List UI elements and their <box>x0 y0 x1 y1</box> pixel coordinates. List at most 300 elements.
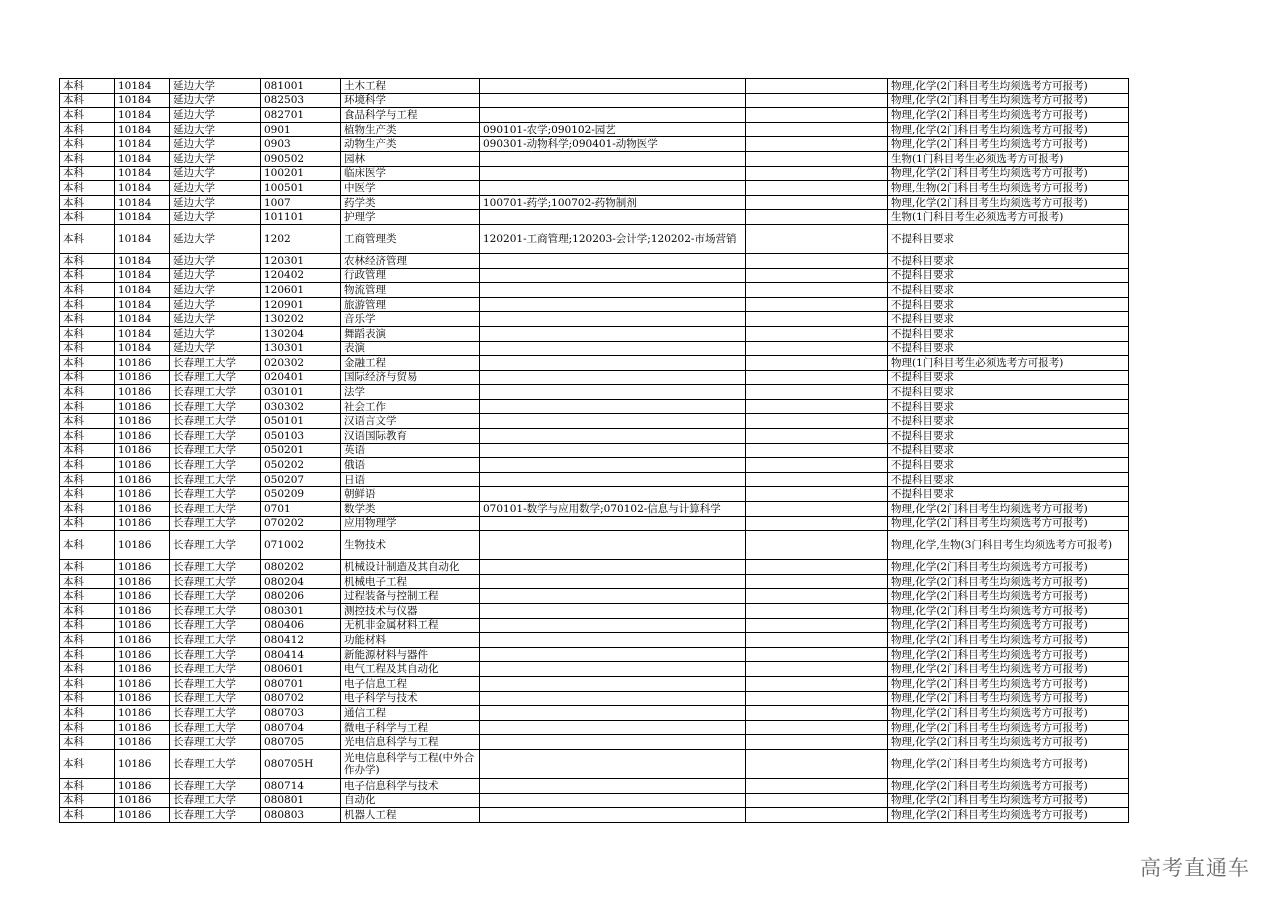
cell-level: 本科 <box>60 604 115 619</box>
cell-level: 本科 <box>60 166 115 181</box>
cell-school-code: 10186 <box>115 399 170 414</box>
cell-remarks <box>746 268 888 283</box>
cell-subject-requirement: 物理,化学(2门科目考生均须选考方可报考) <box>888 720 1129 735</box>
cell-remarks <box>746 589 888 604</box>
table-row <box>60 793 1129 808</box>
table-row <box>60 720 1129 735</box>
cell-school-code: 10184 <box>115 137 170 152</box>
cell-major-name: 护理学 <box>341 210 480 225</box>
cell-subject-requirement: 物理,化学(2门科目考生均须选考方可报考) <box>888 633 1129 648</box>
cell-subject-requirement: 物理,化学(2门科目考生均须选考方可报考) <box>888 166 1129 181</box>
cell-included-majors <box>480 574 746 589</box>
cell-major-name: 动物生产类 <box>341 137 480 152</box>
cell-subject-requirement: 不提科目要求 <box>888 268 1129 283</box>
cell-level: 本科 <box>60 253 115 268</box>
table-row <box>60 516 1129 531</box>
cell-level: 本科 <box>60 735 115 750</box>
cell-school-name: 延边大学 <box>170 210 261 225</box>
cell-level: 本科 <box>60 618 115 633</box>
cell-remarks <box>746 326 888 341</box>
cell-school-name: 延边大学 <box>170 79 261 94</box>
cell-major-code: 050201 <box>261 443 341 458</box>
cell-level: 本科 <box>60 633 115 648</box>
cell-major-code: 050209 <box>261 487 341 502</box>
cell-included-majors <box>480 458 746 473</box>
cell-major-name: 功能材料 <box>341 633 480 648</box>
table-row <box>60 312 1129 327</box>
cell-level: 本科 <box>60 429 115 444</box>
cell-major-name: 测控技术与仪器 <box>341 604 480 619</box>
cell-major-code: 080702 <box>261 691 341 706</box>
cell-remarks <box>746 472 888 487</box>
cell-major-name: 国际经济与贸易 <box>341 370 480 385</box>
cell-major-name: 环境科学 <box>341 93 480 108</box>
cell-subject-requirement: 不提科目要求 <box>888 341 1129 356</box>
cell-school-code: 10186 <box>115 574 170 589</box>
table-row <box>60 749 1129 778</box>
cell-included-majors <box>480 604 746 619</box>
cell-remarks <box>746 122 888 137</box>
cell-level: 本科 <box>60 502 115 517</box>
cell-school-name: 延边大学 <box>170 108 261 123</box>
cell-level: 本科 <box>60 487 115 502</box>
cell-included-majors <box>480 283 746 298</box>
cell-remarks <box>746 370 888 385</box>
cell-included-majors <box>480 414 746 429</box>
cell-level: 本科 <box>60 93 115 108</box>
table-row <box>60 297 1129 312</box>
cell-major-name: 植物生产类 <box>341 122 480 137</box>
cell-school-name: 长春理工大学 <box>170 560 261 575</box>
cell-major-code: 050207 <box>261 472 341 487</box>
cell-remarks <box>746 808 888 823</box>
cell-major-code: 030302 <box>261 399 341 414</box>
cell-included-majors <box>480 487 746 502</box>
cell-included-majors <box>480 808 746 823</box>
cell-school-name: 长春理工大学 <box>170 618 261 633</box>
cell-school-code: 10186 <box>115 808 170 823</box>
cell-school-code: 10184 <box>115 151 170 166</box>
cell-subject-requirement: 不提科目要求 <box>888 443 1129 458</box>
cell-included-majors <box>480 356 746 371</box>
cell-level: 本科 <box>60 676 115 691</box>
cell-school-name: 长春理工大学 <box>170 749 261 778</box>
cell-level: 本科 <box>60 224 115 253</box>
cell-school-code: 10184 <box>115 108 170 123</box>
cell-school-name: 延边大学 <box>170 137 261 152</box>
table-row <box>60 560 1129 575</box>
cell-school-code: 10186 <box>115 618 170 633</box>
cell-school-code: 10186 <box>115 691 170 706</box>
cell-school-name: 延边大学 <box>170 312 261 327</box>
cell-major-code: 100201 <box>261 166 341 181</box>
table-row <box>60 443 1129 458</box>
cell-level: 本科 <box>60 195 115 210</box>
cell-major-code: 071002 <box>261 531 341 560</box>
cell-included-majors <box>480 253 746 268</box>
cell-school-name: 延边大学 <box>170 326 261 341</box>
cell-major-name: 旅游管理 <box>341 297 480 312</box>
cell-remarks <box>746 108 888 123</box>
cell-remarks <box>746 399 888 414</box>
cell-major-code: 050101 <box>261 414 341 429</box>
cell-school-code: 10186 <box>115 647 170 662</box>
table-row <box>60 253 1129 268</box>
table-row <box>60 326 1129 341</box>
cell-school-code: 10184 <box>115 181 170 196</box>
cell-remarks <box>746 749 888 778</box>
cell-school-name: 延边大学 <box>170 283 261 298</box>
cell-school-name: 延边大学 <box>170 224 261 253</box>
cell-level: 本科 <box>60 312 115 327</box>
cell-included-majors <box>480 370 746 385</box>
cell-remarks <box>746 487 888 502</box>
cell-included-majors <box>480 385 746 400</box>
cell-included-majors <box>480 166 746 181</box>
cell-level: 本科 <box>60 326 115 341</box>
cell-major-code: 130202 <box>261 312 341 327</box>
cell-major-code: 081001 <box>261 79 341 94</box>
cell-subject-requirement: 物理,化学(2门科目考生均须选考方可报考) <box>888 676 1129 691</box>
table-row <box>60 414 1129 429</box>
cell-subject-requirement: 物理(1门科目考生必须选考方可报考) <box>888 356 1129 371</box>
cell-remarks <box>746 210 888 225</box>
cell-major-code: 0901 <box>261 122 341 137</box>
table-row <box>60 778 1129 793</box>
cell-school-name: 长春理工大学 <box>170 589 261 604</box>
cell-level: 本科 <box>60 210 115 225</box>
table-row <box>60 502 1129 517</box>
cell-major-code: 080601 <box>261 662 341 677</box>
cell-school-name: 长春理工大学 <box>170 414 261 429</box>
cell-school-code: 10186 <box>115 487 170 502</box>
cell-level: 本科 <box>60 122 115 137</box>
cell-subject-requirement: 不提科目要求 <box>888 414 1129 429</box>
cell-major-code: 082701 <box>261 108 341 123</box>
cell-major-name: 汉语言文学 <box>341 414 480 429</box>
cell-remarks <box>746 166 888 181</box>
cell-level: 本科 <box>60 370 115 385</box>
cell-school-code: 10184 <box>115 224 170 253</box>
cell-remarks <box>746 429 888 444</box>
cell-major-name: 药学类 <box>341 195 480 210</box>
cell-major-name: 通信工程 <box>341 706 480 721</box>
cell-major-code: 020302 <box>261 356 341 371</box>
cell-included-majors <box>480 268 746 283</box>
cell-major-name: 金融工程 <box>341 356 480 371</box>
cell-subject-requirement: 不提科目要求 <box>888 399 1129 414</box>
cell-remarks <box>746 604 888 619</box>
cell-school-code: 10186 <box>115 662 170 677</box>
cell-included-majors <box>480 429 746 444</box>
cell-remarks <box>746 502 888 517</box>
cell-major-name: 电气工程及其自动化 <box>341 662 480 677</box>
cell-subject-requirement: 物理,化学(2门科目考生均须选考方可报考) <box>888 93 1129 108</box>
table-row <box>60 808 1129 823</box>
cell-major-code: 020401 <box>261 370 341 385</box>
cell-major-code: 120301 <box>261 253 341 268</box>
cell-subject-requirement: 不提科目要求 <box>888 429 1129 444</box>
cell-level: 本科 <box>60 443 115 458</box>
cell-subject-requirement: 不提科目要求 <box>888 253 1129 268</box>
cell-level: 本科 <box>60 385 115 400</box>
cell-subject-requirement: 不提科目要求 <box>888 487 1129 502</box>
cell-subject-requirement: 物理,生物(2门科目考生均须选考方可报考) <box>888 181 1129 196</box>
cell-subject-requirement: 不提科目要求 <box>888 370 1129 385</box>
cell-subject-requirement: 物理,化学(2门科目考生均须选考方可报考) <box>888 122 1129 137</box>
cell-major-name: 食品科学与工程 <box>341 108 480 123</box>
cell-included-majors <box>480 735 746 750</box>
cell-school-name: 延边大学 <box>170 253 261 268</box>
cell-school-name: 长春理工大学 <box>170 706 261 721</box>
cell-included-majors <box>480 662 746 677</box>
cell-school-code: 10186 <box>115 516 170 531</box>
cell-included-majors <box>480 210 746 225</box>
cell-major-name: 朝鲜语 <box>341 487 480 502</box>
cell-school-code: 10186 <box>115 706 170 721</box>
cell-subject-requirement: 物理,化学(2门科目考生均须选考方可报考) <box>888 195 1129 210</box>
cell-remarks <box>746 706 888 721</box>
table-row <box>60 662 1129 677</box>
cell-school-code: 10184 <box>115 268 170 283</box>
table-row <box>60 122 1129 137</box>
cell-included-majors <box>480 793 746 808</box>
cell-remarks <box>746 531 888 560</box>
cell-level: 本科 <box>60 79 115 94</box>
cell-remarks <box>746 647 888 662</box>
cell-school-code: 10186 <box>115 429 170 444</box>
cell-included-majors <box>480 443 746 458</box>
cell-subject-requirement: 物理,化学(2门科目考生均须选考方可报考) <box>888 79 1129 94</box>
cell-subject-requirement: 物理,化学(2门科目考生均须选考方可报考) <box>888 691 1129 706</box>
cell-school-name: 长春理工大学 <box>170 370 261 385</box>
cell-major-name: 园林 <box>341 151 480 166</box>
cell-school-name: 长春理工大学 <box>170 502 261 517</box>
cell-level: 本科 <box>60 574 115 589</box>
table-row <box>60 472 1129 487</box>
cell-major-code: 070202 <box>261 516 341 531</box>
cell-subject-requirement: 物理,化学,生物(3门科目考生均须选考方可报考) <box>888 531 1129 560</box>
table-row <box>60 283 1129 298</box>
cell-school-name: 长春理工大学 <box>170 720 261 735</box>
cell-remarks <box>746 79 888 94</box>
cell-school-name: 长春理工大学 <box>170 676 261 691</box>
cell-major-code: 080414 <box>261 647 341 662</box>
cell-included-majors <box>480 516 746 531</box>
table-row <box>60 93 1129 108</box>
cell-school-code: 10186 <box>115 370 170 385</box>
cell-school-name: 长春理工大学 <box>170 472 261 487</box>
cell-major-name: 光电信息科学与工程 <box>341 735 480 750</box>
cell-subject-requirement: 不提科目要求 <box>888 326 1129 341</box>
cell-major-code: 080202 <box>261 560 341 575</box>
cell-school-code: 10186 <box>115 720 170 735</box>
cell-school-code: 10184 <box>115 122 170 137</box>
cell-school-name: 延边大学 <box>170 122 261 137</box>
cell-subject-requirement: 物理,化学(2门科目考生均须选考方可报考) <box>888 604 1129 619</box>
cell-school-name: 长春理工大学 <box>170 662 261 677</box>
cell-subject-requirement: 不提科目要求 <box>888 472 1129 487</box>
cell-included-majors <box>480 108 746 123</box>
cell-subject-requirement: 物理,化学(2门科目考生均须选考方可报考) <box>888 516 1129 531</box>
cell-school-name: 长春理工大学 <box>170 808 261 823</box>
cell-school-code: 10186 <box>115 633 170 648</box>
cell-major-code: 090502 <box>261 151 341 166</box>
table-row <box>60 79 1129 94</box>
cell-level: 本科 <box>60 458 115 473</box>
cell-remarks <box>746 793 888 808</box>
cell-major-name: 过程装备与控制工程 <box>341 589 480 604</box>
cell-subject-requirement: 物理,化学(2门科目考生均须选考方可报考) <box>888 618 1129 633</box>
cell-school-name: 长春理工大学 <box>170 531 261 560</box>
cell-school-code: 10186 <box>115 472 170 487</box>
cell-school-name: 长春理工大学 <box>170 516 261 531</box>
cell-school-code: 10184 <box>115 166 170 181</box>
cell-included-majors <box>480 79 746 94</box>
cell-included-majors: 120201-工商管理;120203-会计学;120202-市场营销 <box>480 224 746 253</box>
cell-major-code: 1202 <box>261 224 341 253</box>
table-row <box>60 574 1129 589</box>
cell-subject-requirement: 物理,化学(2门科目考生均须选考方可报考) <box>888 662 1129 677</box>
cell-included-majors: 070101-数学与应用数学;070102-信息与计算科学 <box>480 502 746 517</box>
cell-included-majors <box>480 326 746 341</box>
cell-remarks <box>746 516 888 531</box>
cell-remarks <box>746 574 888 589</box>
cell-subject-requirement: 物理,化学(2门科目考生均须选考方可报考) <box>888 749 1129 778</box>
cell-major-name: 机械设计制造及其自动化 <box>341 560 480 575</box>
cell-remarks <box>746 676 888 691</box>
cell-school-code: 10186 <box>115 589 170 604</box>
cell-major-code: 120601 <box>261 283 341 298</box>
cell-major-code: 080704 <box>261 720 341 735</box>
cell-school-code: 10184 <box>115 79 170 94</box>
admission-requirements-table <box>59 78 1129 823</box>
cell-major-name: 自动化 <box>341 793 480 808</box>
cell-school-code: 10186 <box>115 414 170 429</box>
cell-school-code: 10186 <box>115 443 170 458</box>
table-row <box>60 210 1129 225</box>
cell-included-majors <box>480 399 746 414</box>
cell-remarks <box>746 151 888 166</box>
cell-school-code: 10186 <box>115 676 170 691</box>
cell-level: 本科 <box>60 706 115 721</box>
cell-included-majors <box>480 560 746 575</box>
cell-major-code: 080406 <box>261 618 341 633</box>
table-row <box>60 399 1129 414</box>
table-row <box>60 385 1129 400</box>
cell-included-majors: 100701-药学;100702-药物制剂 <box>480 195 746 210</box>
cell-level: 本科 <box>60 137 115 152</box>
cell-subject-requirement: 物理,化学(2门科目考生均须选考方可报考) <box>888 647 1129 662</box>
cell-remarks <box>746 341 888 356</box>
cell-major-code: 080803 <box>261 808 341 823</box>
cell-major-code: 080801 <box>261 793 341 808</box>
cell-major-name: 行政管理 <box>341 268 480 283</box>
cell-remarks <box>746 224 888 253</box>
cell-level: 本科 <box>60 151 115 166</box>
table-row <box>60 706 1129 721</box>
cell-subject-requirement: 不提科目要求 <box>888 224 1129 253</box>
cell-school-name: 长春理工大学 <box>170 574 261 589</box>
table-row <box>60 487 1129 502</box>
cell-remarks <box>746 283 888 298</box>
cell-major-name: 机器人工程 <box>341 808 480 823</box>
cell-school-name: 延边大学 <box>170 195 261 210</box>
cell-included-majors <box>480 181 746 196</box>
cell-level: 本科 <box>60 793 115 808</box>
cell-subject-requirement: 物理,化学(2门科目考生均须选考方可报考) <box>888 574 1129 589</box>
table-row <box>60 604 1129 619</box>
cell-major-code: 120901 <box>261 297 341 312</box>
cell-major-name: 英语 <box>341 443 480 458</box>
cell-remarks <box>746 633 888 648</box>
cell-major-name: 工商管理类 <box>341 224 480 253</box>
cell-major-name: 生物技术 <box>341 531 480 560</box>
table-row <box>60 166 1129 181</box>
cell-level: 本科 <box>60 662 115 677</box>
cell-major-code: 080705H <box>261 749 341 778</box>
table-row <box>60 633 1129 648</box>
cell-school-code: 10186 <box>115 778 170 793</box>
cell-major-code: 080204 <box>261 574 341 589</box>
table-row <box>60 647 1129 662</box>
cell-level: 本科 <box>60 691 115 706</box>
cell-major-name: 汉语国际教育 <box>341 429 480 444</box>
cell-included-majors <box>480 312 746 327</box>
cell-major-name: 微电子科学与工程 <box>341 720 480 735</box>
cell-major-code: 080206 <box>261 589 341 604</box>
table-row <box>60 181 1129 196</box>
cell-included-majors: 090301-动物科学;090401-动物医学 <box>480 137 746 152</box>
cell-major-code: 120402 <box>261 268 341 283</box>
cell-included-majors <box>480 297 746 312</box>
cell-major-name: 电子科学与技术 <box>341 691 480 706</box>
cell-remarks <box>746 720 888 735</box>
table-row <box>60 224 1129 253</box>
cell-subject-requirement: 物理,化学(2门科目考生均须选考方可报考) <box>888 502 1129 517</box>
cell-school-name: 长春理工大学 <box>170 429 261 444</box>
cell-major-code: 100501 <box>261 181 341 196</box>
table-row <box>60 618 1129 633</box>
table-row <box>60 137 1129 152</box>
cell-major-name: 电子信息科学与技术 <box>341 778 480 793</box>
table-row <box>60 429 1129 444</box>
cell-major-name: 日语 <box>341 472 480 487</box>
cell-school-name: 长春理工大学 <box>170 399 261 414</box>
cell-subject-requirement: 物理,化学(2门科目考生均须选考方可报考) <box>888 137 1129 152</box>
cell-school-code: 10186 <box>115 749 170 778</box>
table-row <box>60 676 1129 691</box>
cell-subject-requirement: 物理,化学(2门科目考生均须选考方可报考) <box>888 589 1129 604</box>
cell-school-code: 10186 <box>115 385 170 400</box>
cell-included-majors <box>480 151 746 166</box>
cell-major-code: 080412 <box>261 633 341 648</box>
cell-remarks <box>746 414 888 429</box>
cell-school-code: 10186 <box>115 560 170 575</box>
cell-major-name: 应用物理学 <box>341 516 480 531</box>
cell-school-name: 延边大学 <box>170 268 261 283</box>
cell-school-name: 长春理工大学 <box>170 487 261 502</box>
cell-school-name: 长春理工大学 <box>170 647 261 662</box>
cell-level: 本科 <box>60 356 115 371</box>
cell-school-code: 10184 <box>115 253 170 268</box>
cell-school-name: 长春理工大学 <box>170 443 261 458</box>
table-row <box>60 195 1129 210</box>
cell-major-name: 临床医学 <box>341 166 480 181</box>
cell-subject-requirement: 物理,化学(2门科目考生均须选考方可报考) <box>888 778 1129 793</box>
cell-remarks <box>746 778 888 793</box>
table-body <box>60 79 1129 823</box>
